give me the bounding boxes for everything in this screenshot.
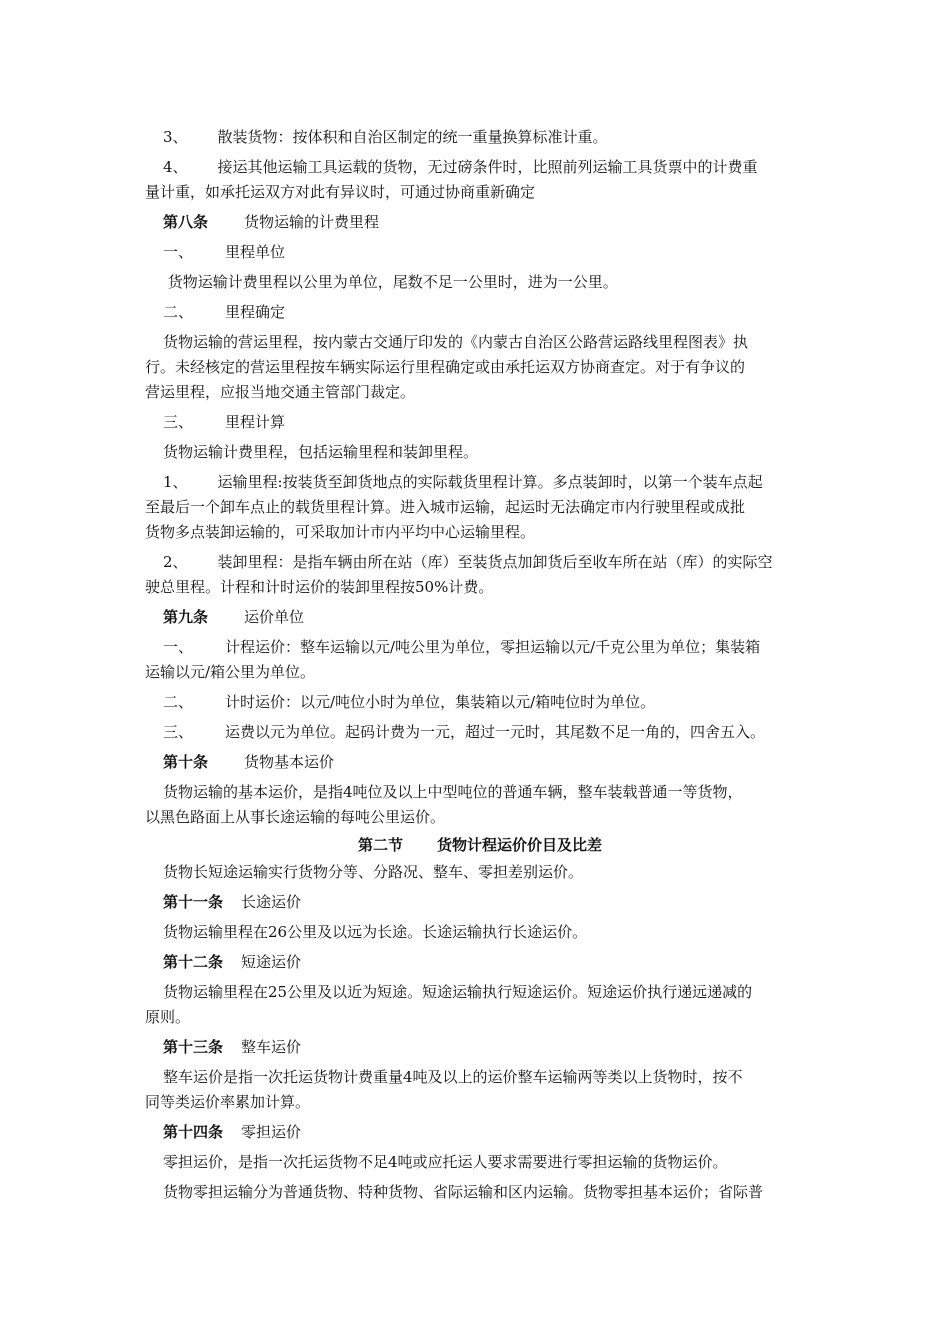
article-14-heading: 第十四条 零担运价 — [163, 1123, 302, 1141]
text-line: 行。未经核定的营运里程按车辆实际运行里程确定或由承托运双方协商查定。对于有争议的 — [145, 358, 746, 376]
section-item-3: 三、 里程计算 — [163, 413, 286, 431]
list-item-4: 4、 接运其他运输工具运载的货物，无过磅条件时，比照前列运输工具货票中的计费重 — [163, 158, 758, 176]
section-item-2: 二、 里程确定 — [163, 303, 286, 321]
section-item-2: 二、 计时运价：以元/吨位小时为单位，集装箱以元/箱吨位时为单位。 — [163, 693, 656, 711]
section-item-1: 一、 里程单位 — [163, 243, 286, 261]
text-line: 原则。 — [145, 1008, 191, 1026]
article-11-heading: 第十一条 长途运价 — [163, 893, 302, 911]
article-9-heading: 第九条 运价单位 — [163, 608, 305, 626]
article-10-heading: 第十条 货物基本运价 — [163, 753, 335, 771]
text-line: 货物运输的基本运价，是指4吨位及以上中型吨位的普通车辆，整车装载普通一等货物， — [163, 783, 743, 801]
text-line: 零担运价，是指一次托运货物不足4吨或应托运人要求需要进行零担运输的货物运价。 — [163, 1153, 728, 1171]
text-line: 货物多点装卸运输的，可采取加计市内平均中心运输里程。 — [145, 523, 536, 541]
text-line: 货物运输的营运里程，按内蒙古交通厅印发的《内蒙古自治区公路营运路线里程图表》执 — [163, 333, 749, 351]
text-line: 整车运价是指一次托运货物计费重量4吨及以上的运价整车运输两等类以上货物时，按不 — [163, 1068, 743, 1086]
section-item-3: 三、 运费以元为单位。起码计费为一元，超过一元时，其尾数不足一角的，四舍五入。 — [163, 723, 766, 741]
text-line: 货物运输计费里程，包括运输里程和装卸里程。 — [163, 443, 479, 461]
text-line: 货物运输计费里程以公里为单位，尾数不足一公里时，进为一公里。 — [163, 273, 618, 291]
text-line: 至最后一个卸车点止的载货里程计算。进入城市运输，起运时无法确定市内行驶里程或成批 — [145, 498, 746, 516]
text-line: 以黑色路面上从事长途运输的每吨公里运价。 — [145, 808, 446, 826]
text-line: 货物运输里程在26公里及以远为长途。长途运输执行长途运价。 — [163, 923, 588, 941]
text-line: 运输以元/箱公里为单位。 — [145, 663, 316, 681]
article-13-heading: 第十三条 整车运价 — [163, 1038, 302, 1056]
text-line: 营运里程，应报当地交通主管部门裁定。 — [145, 383, 416, 401]
text-line: 货物零担运输分为普通货物、特种货物、省际运输和区内运输。货物零担基本运价；省际普 — [163, 1183, 764, 1201]
article-12-heading: 第十二条 短途运价 — [163, 953, 302, 971]
list-item-3: 3、 散装货物：按体积和自治区制定的统一重量换算标准计重。 — [163, 128, 608, 146]
text-line: 驶总里程。计程和计时运价的装卸里程按50%计费。 — [145, 578, 494, 596]
text-line: 货物长短途运输实行货物分等、分路况、整车、零担差别运价。 — [163, 863, 584, 881]
text-line: 同等类运价率累加计算。 — [145, 1093, 311, 1111]
list-item-1: 1、 运输里程:按装货至卸货地点的实际载货里程计算。多点装卸时，以第一个装车点起 — [163, 473, 763, 491]
article-8-heading: 第八条 货物运输的计费里程 — [163, 213, 380, 231]
list-item-2: 2、 装卸里程：是指车辆由所在站（库）至装货点加卸货后至收车所在站（库）的实际空 — [163, 553, 773, 571]
section-2-heading: 第二节 货物计程运价价目及比差 — [357, 836, 603, 854]
section-item-1: 一、 计程运价：整车运输以元/吨公里为单位，零担运输以元/千克公里为单位；集装箱 — [163, 638, 761, 656]
text-line: 量计重，如承托运双方对此有异议时，可通过协商重新确定 — [145, 183, 536, 201]
text-line: 货物运输里程在25公里及以近为短途。短途运输执行短途运价。短途运价执行递远递减的 — [163, 983, 753, 1001]
